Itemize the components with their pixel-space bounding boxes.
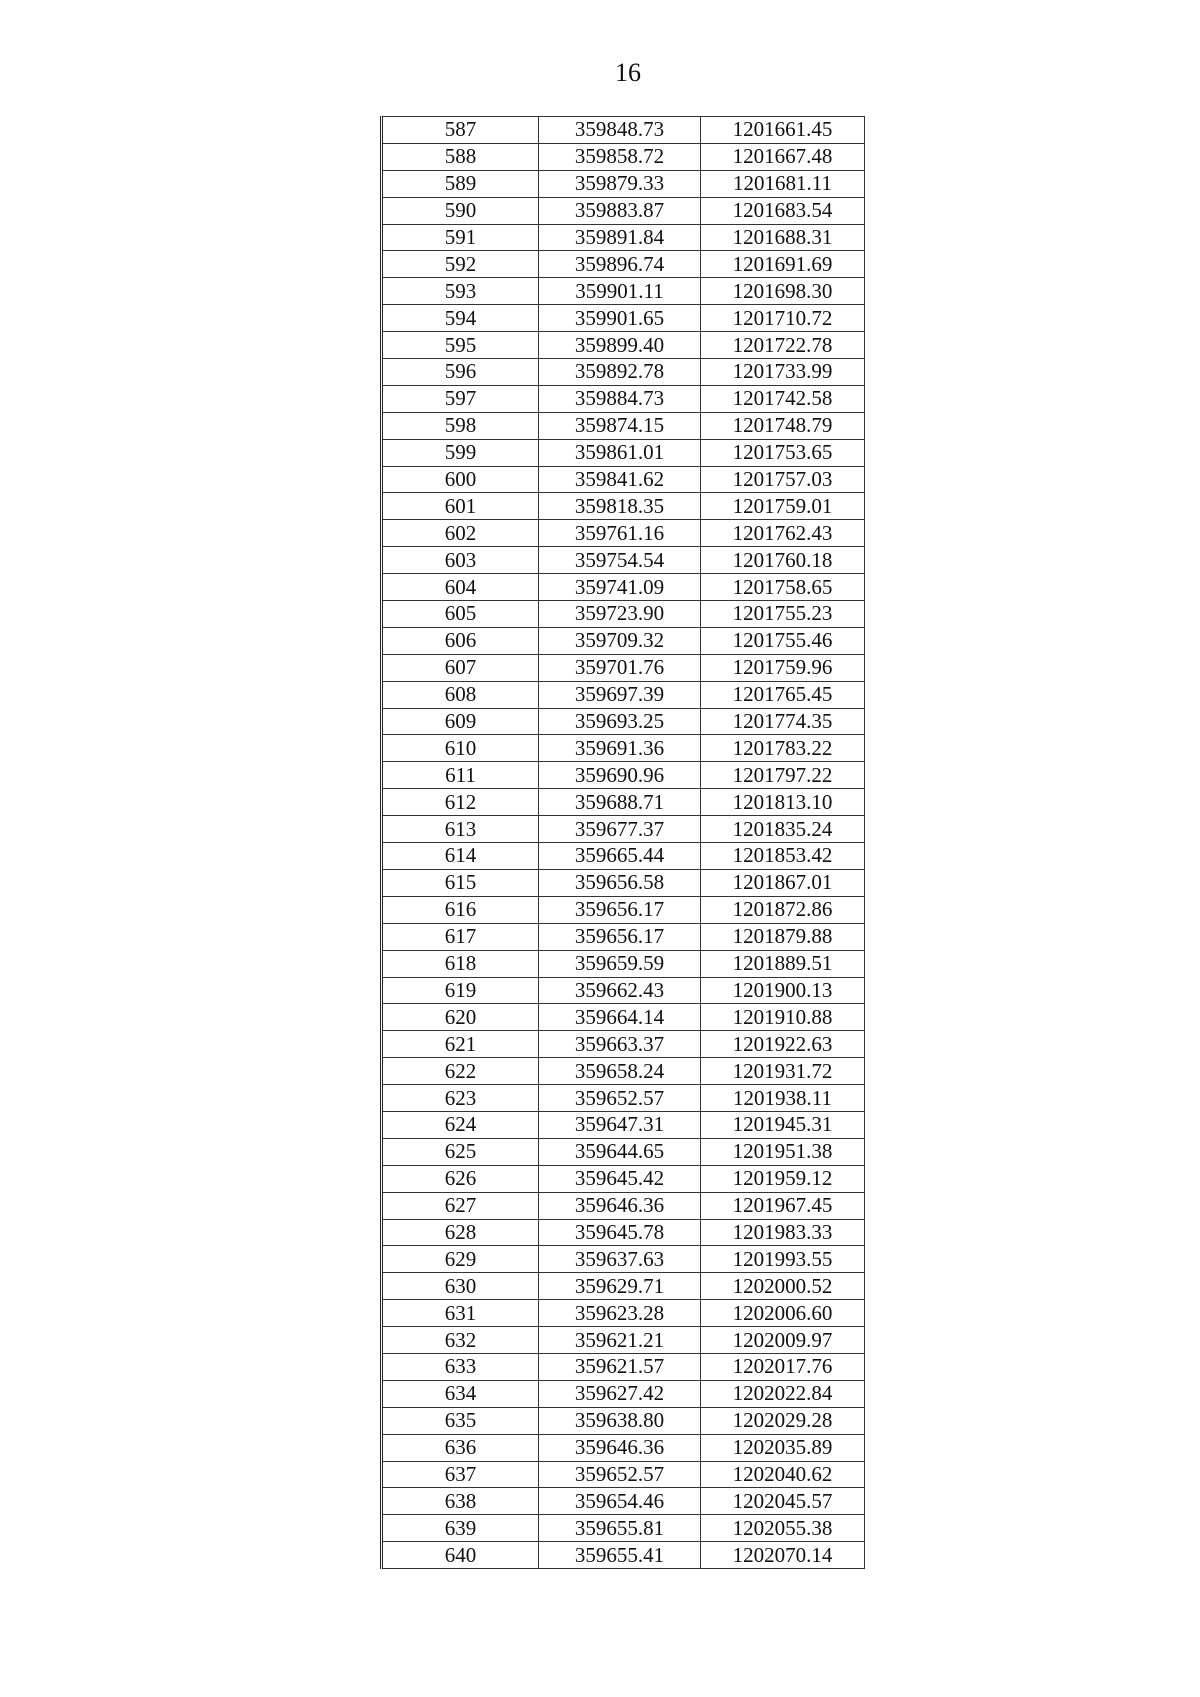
x-coordinate-cell: 359723.90 — [539, 601, 701, 628]
y-coordinate-cell: 1201753.65 — [701, 439, 865, 466]
x-coordinate-cell: 359861.01 — [539, 439, 701, 466]
table-row — [382, 1192, 865, 1219]
point-number-cell: 597 — [382, 385, 539, 412]
y-coordinate-cell: 1201722.78 — [701, 332, 865, 359]
point-number-cell: 604 — [382, 574, 539, 601]
x-coordinate-cell: 359841.62 — [539, 466, 701, 493]
x-coordinate-cell: 359638.80 — [539, 1407, 701, 1434]
point-number-cell: 629 — [382, 1246, 539, 1273]
point-number-cell: 593 — [382, 278, 539, 305]
x-coordinate-cell: 359656.17 — [539, 923, 701, 950]
table-row — [382, 735, 865, 762]
table-row — [382, 1273, 865, 1300]
y-coordinate-cell: 1201710.72 — [701, 305, 865, 332]
y-coordinate-cell: 1201959.12 — [701, 1165, 865, 1192]
point-number-cell: 616 — [382, 896, 539, 923]
x-coordinate-cell: 359655.41 — [539, 1542, 701, 1569]
x-coordinate-cell: 359663.37 — [539, 1031, 701, 1058]
point-number-cell: 614 — [382, 843, 539, 870]
table-row — [382, 305, 865, 332]
point-number-cell: 617 — [382, 923, 539, 950]
point-number-cell: 628 — [382, 1219, 539, 1246]
x-coordinate-cell: 359664.14 — [539, 1004, 701, 1031]
point-number-cell: 606 — [382, 627, 539, 654]
y-coordinate-cell: 1201755.23 — [701, 601, 865, 628]
point-number-cell: 631 — [382, 1300, 539, 1327]
point-number-cell: 640 — [382, 1542, 539, 1569]
y-coordinate-cell: 1202055.38 — [701, 1515, 865, 1542]
coordinates-table-body — [382, 117, 865, 1569]
x-coordinate-cell: 359891.84 — [539, 224, 701, 251]
x-coordinate-cell: 359662.43 — [539, 977, 701, 1004]
table-row — [382, 1434, 865, 1461]
x-coordinate-cell: 359652.57 — [539, 1085, 701, 1112]
table-row — [382, 251, 865, 278]
point-number-cell: 590 — [382, 197, 539, 224]
point-number-cell: 613 — [382, 816, 539, 843]
y-coordinate-cell: 1201983.33 — [701, 1219, 865, 1246]
y-coordinate-cell: 1201742.58 — [701, 385, 865, 412]
y-coordinate-cell: 1201762.43 — [701, 520, 865, 547]
point-number-cell: 610 — [382, 735, 539, 762]
table-row — [382, 197, 865, 224]
x-coordinate-cell: 359899.40 — [539, 332, 701, 359]
table-row — [382, 117, 865, 144]
table-row — [382, 1353, 865, 1380]
x-coordinate-cell: 359901.65 — [539, 305, 701, 332]
y-coordinate-cell: 1201759.96 — [701, 654, 865, 681]
table-row — [382, 1138, 865, 1165]
point-number-cell: 638 — [382, 1488, 539, 1515]
point-number-cell: 601 — [382, 493, 539, 520]
coordinates-table — [380, 116, 865, 1569]
x-coordinate-cell: 359645.78 — [539, 1219, 701, 1246]
point-number-cell: 589 — [382, 170, 539, 197]
point-number-cell: 596 — [382, 359, 539, 386]
y-coordinate-cell: 1201922.63 — [701, 1031, 865, 1058]
x-coordinate-cell: 359645.42 — [539, 1165, 701, 1192]
table-row — [382, 332, 865, 359]
table-row — [382, 1488, 865, 1515]
x-coordinate-cell: 359629.71 — [539, 1273, 701, 1300]
point-number-cell: 636 — [382, 1434, 539, 1461]
y-coordinate-cell: 1201758.65 — [701, 574, 865, 601]
x-coordinate-cell: 359741.09 — [539, 574, 701, 601]
y-coordinate-cell: 1201691.69 — [701, 251, 865, 278]
table-row — [382, 1515, 865, 1542]
y-coordinate-cell: 1201889.51 — [701, 950, 865, 977]
table-row — [382, 789, 865, 816]
point-number-cell: 620 — [382, 1004, 539, 1031]
point-number-cell: 611 — [382, 762, 539, 789]
point-number-cell: 599 — [382, 439, 539, 466]
point-number-cell: 624 — [382, 1111, 539, 1138]
x-coordinate-cell: 359652.57 — [539, 1461, 701, 1488]
point-number-cell: 621 — [382, 1031, 539, 1058]
x-coordinate-cell: 359665.44 — [539, 843, 701, 870]
y-coordinate-cell: 1202006.60 — [701, 1300, 865, 1327]
table-row — [382, 1542, 865, 1569]
x-coordinate-cell: 359658.24 — [539, 1058, 701, 1085]
x-coordinate-cell: 359656.58 — [539, 869, 701, 896]
table-row — [382, 923, 865, 950]
table-row — [382, 869, 865, 896]
table-row — [382, 574, 865, 601]
point-number-cell: 598 — [382, 412, 539, 439]
table-row — [382, 681, 865, 708]
point-number-cell: 602 — [382, 520, 539, 547]
table-row — [382, 816, 865, 843]
table-row — [382, 466, 865, 493]
x-coordinate-cell: 359659.59 — [539, 950, 701, 977]
y-coordinate-cell: 1201667.48 — [701, 143, 865, 170]
table-row — [382, 170, 865, 197]
point-number-cell: 605 — [382, 601, 539, 628]
y-coordinate-cell: 1202070.14 — [701, 1542, 865, 1569]
y-coordinate-cell: 1201755.46 — [701, 627, 865, 654]
x-coordinate-cell: 359621.57 — [539, 1353, 701, 1380]
x-coordinate-cell: 359754.54 — [539, 547, 701, 574]
page-number: 16 — [615, 58, 641, 87]
x-coordinate-cell: 359701.76 — [539, 654, 701, 681]
point-number-cell: 632 — [382, 1327, 539, 1354]
point-number-cell: 609 — [382, 708, 539, 735]
y-coordinate-cell: 1201945.31 — [701, 1111, 865, 1138]
x-coordinate-cell: 359901.11 — [539, 278, 701, 305]
point-number-cell: 612 — [382, 789, 539, 816]
point-number-cell: 608 — [382, 681, 539, 708]
point-number-cell: 615 — [382, 869, 539, 896]
point-number-cell: 623 — [382, 1085, 539, 1112]
y-coordinate-cell: 1202045.57 — [701, 1488, 865, 1515]
table-row — [382, 1058, 865, 1085]
x-coordinate-cell: 359879.33 — [539, 170, 701, 197]
point-number-cell: 588 — [382, 143, 539, 170]
y-coordinate-cell: 1201938.11 — [701, 1085, 865, 1112]
x-coordinate-cell: 359896.74 — [539, 251, 701, 278]
table-row — [382, 412, 865, 439]
y-coordinate-cell: 1201900.13 — [701, 977, 865, 1004]
table-row — [382, 627, 865, 654]
point-number-cell: 595 — [382, 332, 539, 359]
table-row — [382, 654, 865, 681]
table-row — [382, 1004, 865, 1031]
point-number-cell: 635 — [382, 1407, 539, 1434]
table-row — [382, 547, 865, 574]
x-coordinate-cell: 359621.21 — [539, 1327, 701, 1354]
table-row — [382, 1031, 865, 1058]
point-number-cell: 592 — [382, 251, 539, 278]
x-coordinate-cell: 359858.72 — [539, 143, 701, 170]
x-coordinate-cell: 359627.42 — [539, 1380, 701, 1407]
point-number-cell: 626 — [382, 1165, 539, 1192]
x-coordinate-cell: 359690.96 — [539, 762, 701, 789]
x-coordinate-cell: 359697.39 — [539, 681, 701, 708]
point-number-cell: 587 — [382, 117, 539, 144]
y-coordinate-cell: 1201931.72 — [701, 1058, 865, 1085]
table-row — [382, 1407, 865, 1434]
table-row — [382, 439, 865, 466]
table-row — [382, 950, 865, 977]
point-number-cell: 603 — [382, 547, 539, 574]
point-number-cell: 594 — [382, 305, 539, 332]
y-coordinate-cell: 1201661.45 — [701, 117, 865, 144]
x-coordinate-cell: 359818.35 — [539, 493, 701, 520]
table-row — [382, 977, 865, 1004]
table-row — [382, 1461, 865, 1488]
y-coordinate-cell: 1201783.22 — [701, 735, 865, 762]
x-coordinate-cell: 359691.36 — [539, 735, 701, 762]
table-row — [382, 385, 865, 412]
x-coordinate-cell: 359655.81 — [539, 1515, 701, 1542]
y-coordinate-cell: 1201757.03 — [701, 466, 865, 493]
x-coordinate-cell: 359646.36 — [539, 1434, 701, 1461]
table-row — [382, 278, 865, 305]
y-coordinate-cell: 1202035.89 — [701, 1434, 865, 1461]
x-coordinate-cell: 359693.25 — [539, 708, 701, 735]
x-coordinate-cell: 359677.37 — [539, 816, 701, 843]
y-coordinate-cell: 1201683.54 — [701, 197, 865, 224]
table-row — [382, 1219, 865, 1246]
table-row — [382, 1165, 865, 1192]
y-coordinate-cell: 1201993.55 — [701, 1246, 865, 1273]
table-row — [382, 896, 865, 923]
point-number-cell: 619 — [382, 977, 539, 1004]
table-row — [382, 1246, 865, 1273]
x-coordinate-cell: 359874.15 — [539, 412, 701, 439]
x-coordinate-cell: 359637.63 — [539, 1246, 701, 1273]
y-coordinate-cell: 1201853.42 — [701, 843, 865, 870]
table-row — [382, 1085, 865, 1112]
y-coordinate-cell: 1201688.31 — [701, 224, 865, 251]
table-row — [382, 762, 865, 789]
table-row — [382, 359, 865, 386]
table-row — [382, 1111, 865, 1138]
x-coordinate-cell: 359883.87 — [539, 197, 701, 224]
table-row — [382, 708, 865, 735]
table-row — [382, 1380, 865, 1407]
y-coordinate-cell: 1201698.30 — [701, 278, 865, 305]
table-row — [382, 1327, 865, 1354]
y-coordinate-cell: 1202040.62 — [701, 1461, 865, 1488]
y-coordinate-cell: 1201759.01 — [701, 493, 865, 520]
point-number-cell: 591 — [382, 224, 539, 251]
point-number-cell: 639 — [382, 1515, 539, 1542]
y-coordinate-cell: 1201967.45 — [701, 1192, 865, 1219]
y-coordinate-cell: 1202017.76 — [701, 1353, 865, 1380]
y-coordinate-cell: 1201879.88 — [701, 923, 865, 950]
table-row — [382, 143, 865, 170]
point-number-cell: 622 — [382, 1058, 539, 1085]
y-coordinate-cell: 1201681.11 — [701, 170, 865, 197]
x-coordinate-cell: 359884.73 — [539, 385, 701, 412]
table-row — [382, 493, 865, 520]
y-coordinate-cell: 1201760.18 — [701, 547, 865, 574]
point-number-cell: 627 — [382, 1192, 539, 1219]
y-coordinate-cell: 1202022.84 — [701, 1380, 865, 1407]
x-coordinate-cell: 359892.78 — [539, 359, 701, 386]
table-row — [382, 1300, 865, 1327]
y-coordinate-cell: 1202000.52 — [701, 1273, 865, 1300]
y-coordinate-cell: 1201733.99 — [701, 359, 865, 386]
x-coordinate-cell: 359656.17 — [539, 896, 701, 923]
table-row — [382, 224, 865, 251]
x-coordinate-cell: 359848.73 — [539, 117, 701, 144]
table-row — [382, 601, 865, 628]
y-coordinate-cell: 1201835.24 — [701, 816, 865, 843]
x-coordinate-cell: 359761.16 — [539, 520, 701, 547]
y-coordinate-cell: 1201951.38 — [701, 1138, 865, 1165]
point-number-cell: 630 — [382, 1273, 539, 1300]
y-coordinate-cell: 1201910.88 — [701, 1004, 865, 1031]
point-number-cell: 634 — [382, 1380, 539, 1407]
y-coordinate-cell: 1201872.86 — [701, 896, 865, 923]
x-coordinate-cell: 359709.32 — [539, 627, 701, 654]
x-coordinate-cell: 359644.65 — [539, 1138, 701, 1165]
table-row — [382, 843, 865, 870]
point-number-cell: 607 — [382, 654, 539, 681]
y-coordinate-cell: 1202009.97 — [701, 1327, 865, 1354]
x-coordinate-cell: 359623.28 — [539, 1300, 701, 1327]
x-coordinate-cell: 359654.46 — [539, 1488, 701, 1515]
y-coordinate-cell: 1201774.35 — [701, 708, 865, 735]
point-number-cell: 637 — [382, 1461, 539, 1488]
y-coordinate-cell: 1202029.28 — [701, 1407, 865, 1434]
point-number-cell: 625 — [382, 1138, 539, 1165]
point-number-cell: 618 — [382, 950, 539, 977]
table-row — [382, 520, 865, 547]
y-coordinate-cell: 1201867.01 — [701, 869, 865, 896]
y-coordinate-cell: 1201765.45 — [701, 681, 865, 708]
y-coordinate-cell: 1201797.22 — [701, 762, 865, 789]
point-number-cell: 600 — [382, 466, 539, 493]
y-coordinate-cell: 1201813.10 — [701, 789, 865, 816]
point-number-cell: 633 — [382, 1353, 539, 1380]
x-coordinate-cell: 359647.31 — [539, 1111, 701, 1138]
y-coordinate-cell: 1201748.79 — [701, 412, 865, 439]
x-coordinate-cell: 359646.36 — [539, 1192, 701, 1219]
x-coordinate-cell: 359688.71 — [539, 789, 701, 816]
